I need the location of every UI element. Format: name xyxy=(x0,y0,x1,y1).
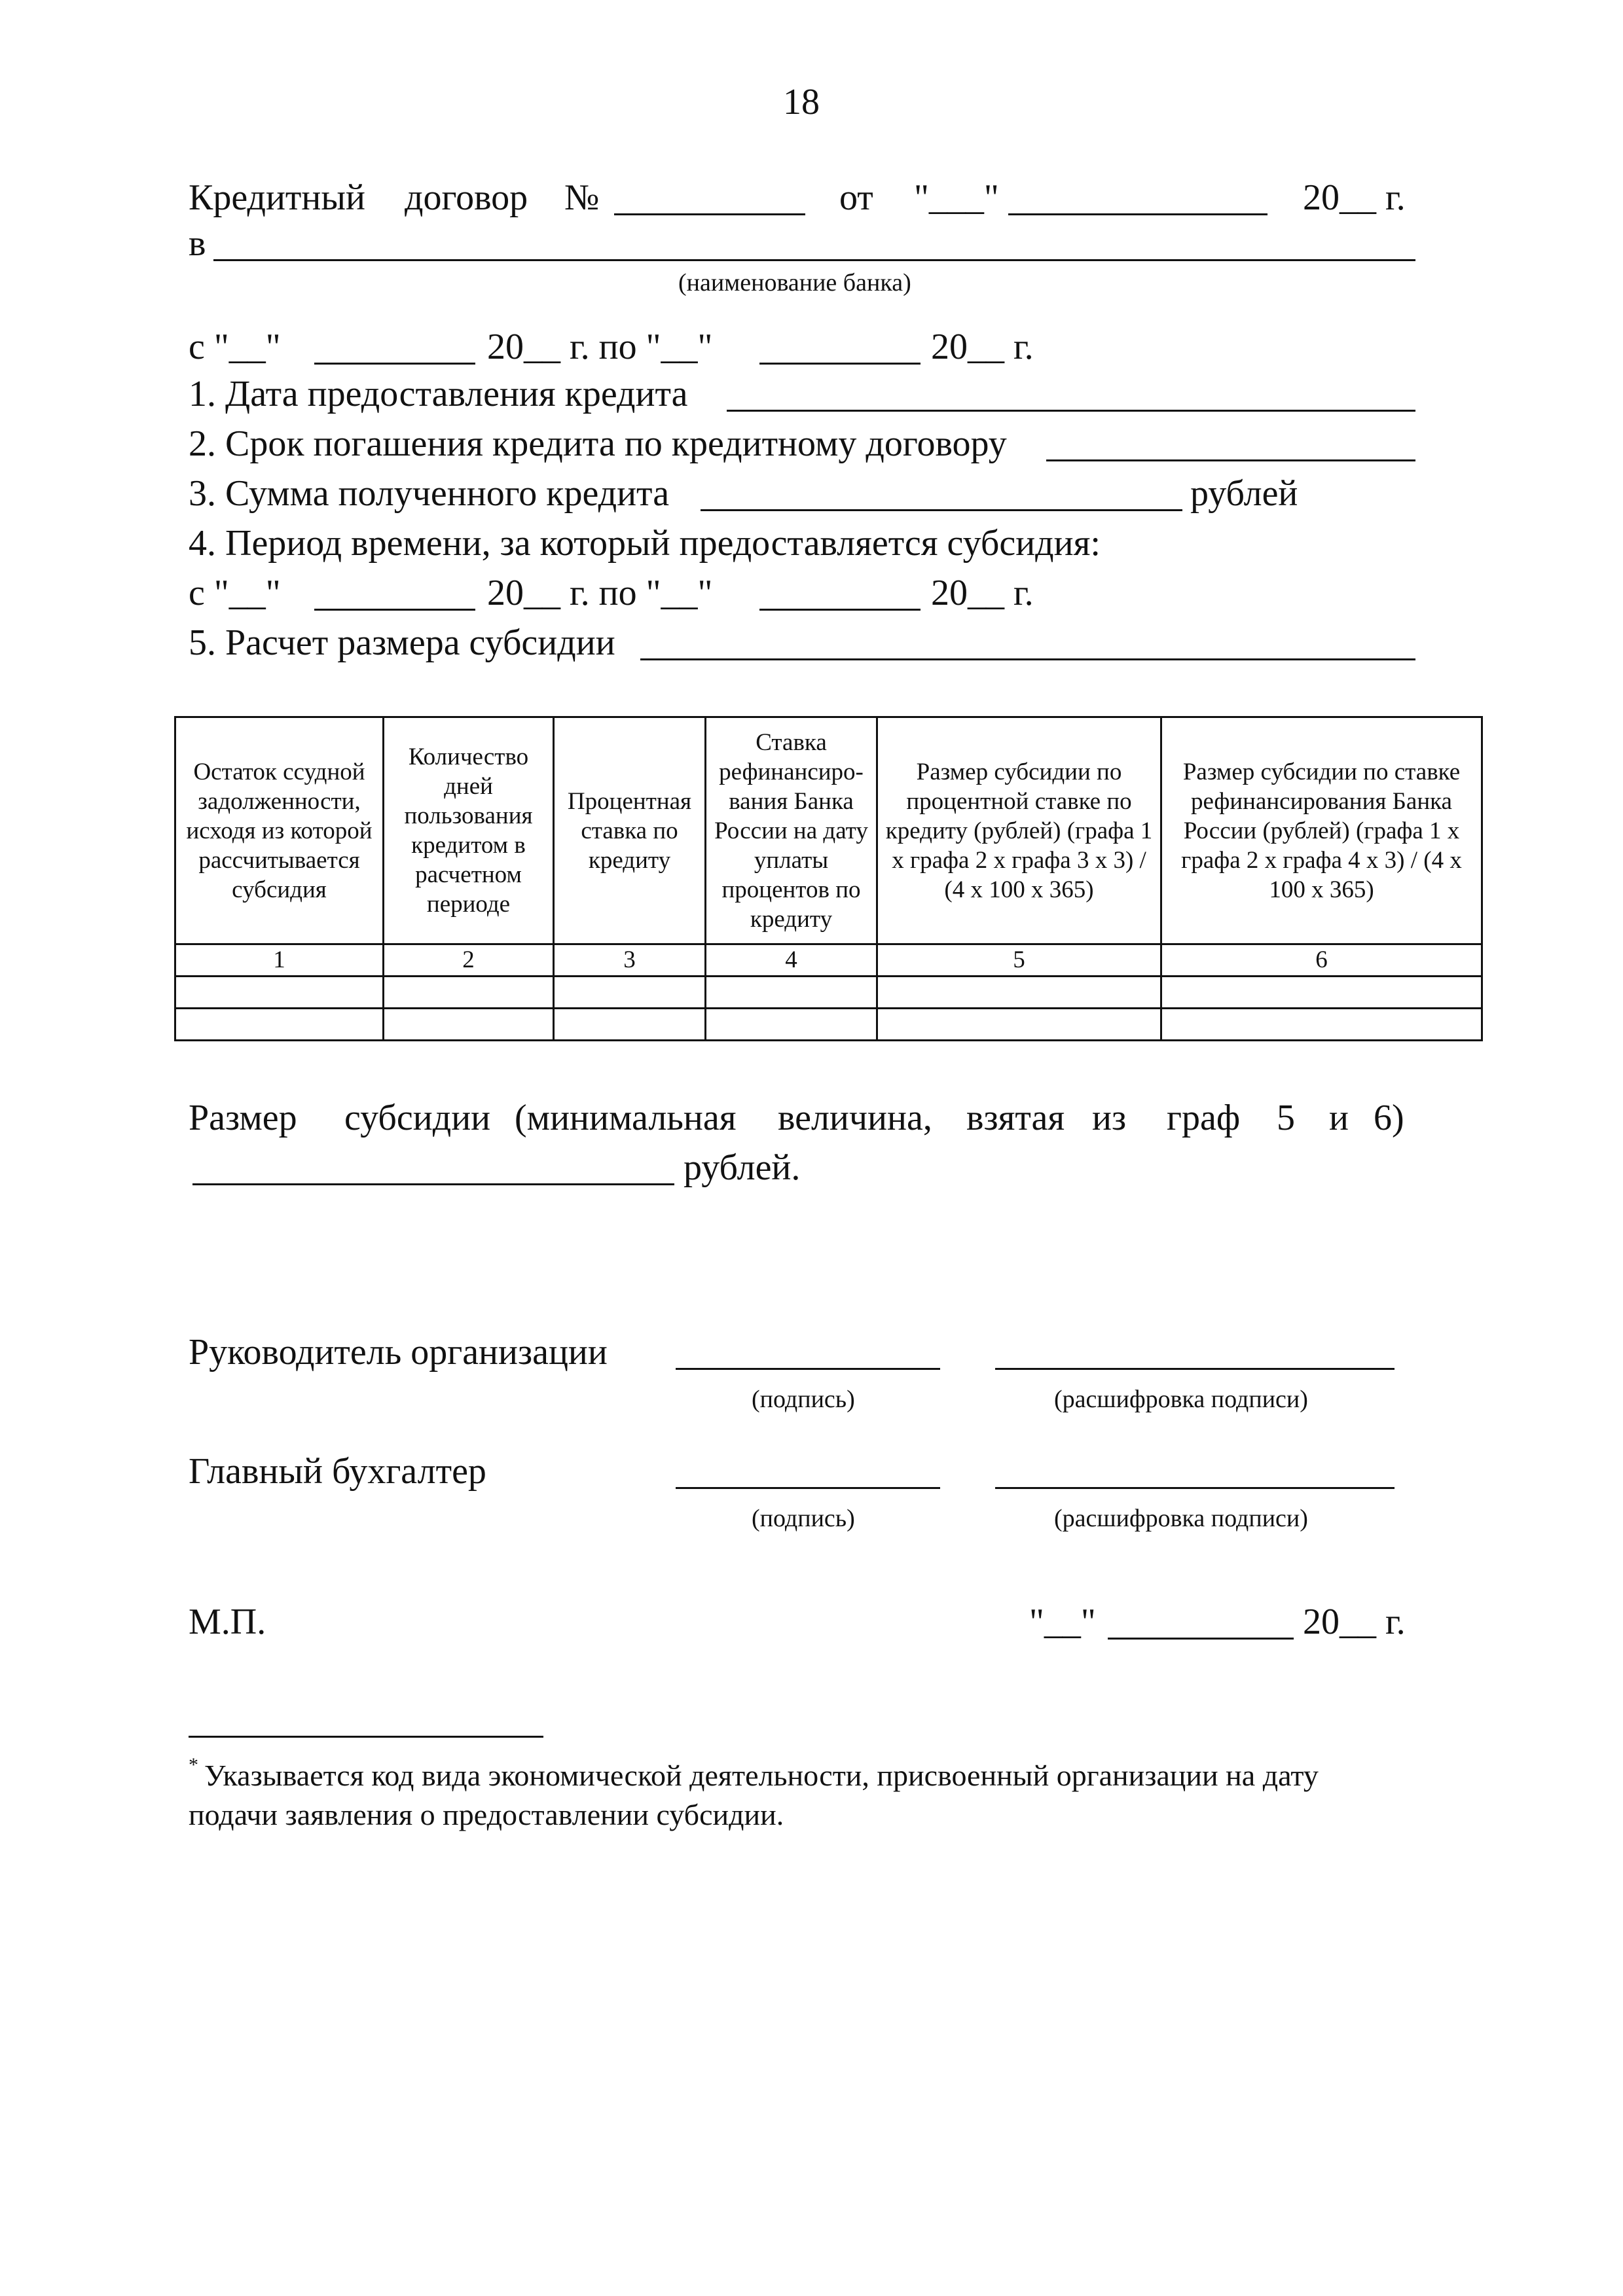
item-1-line xyxy=(727,410,1415,412)
head-signature-caption: (подпись) xyxy=(752,1386,855,1413)
item-2-line xyxy=(1046,459,1415,461)
table-column-number: 2 xyxy=(384,944,554,977)
period2-month1-line xyxy=(314,609,475,611)
period1-from: с "__" xyxy=(189,327,281,367)
page-number: 18 xyxy=(783,82,820,122)
period1-month2-line xyxy=(759,363,921,365)
table-cell[interactable] xyxy=(175,1009,384,1041)
footnote-separator xyxy=(189,1736,543,1738)
stamp-month-line xyxy=(1108,1638,1294,1640)
contract-dogovor-label: договор xyxy=(405,177,528,218)
bank-prefix: в xyxy=(189,223,206,264)
period1-year2: 20__ г. xyxy=(931,327,1034,367)
item-3-label: 3. Сумма полученного кредита xyxy=(189,473,670,514)
accountant-decode-caption: (расшифровка подписи) xyxy=(1054,1505,1308,1532)
item-5-label: 5. Расчет размера субсидии xyxy=(189,622,615,663)
table-cell[interactable] xyxy=(554,977,706,1009)
accountant-decode-line[interactable] xyxy=(995,1487,1395,1489)
table-header-cell: Процентная ставка по кредиту xyxy=(554,717,706,944)
table-column-number: 3 xyxy=(554,944,706,977)
table-row xyxy=(175,977,1482,1009)
subsidy-size-word: 5 xyxy=(1277,1098,1295,1138)
item-5-line xyxy=(640,658,1415,660)
period2-from: с "__" xyxy=(189,573,281,613)
subsidy-size-word: Размер xyxy=(189,1098,297,1138)
contract-number-line xyxy=(614,213,805,215)
subsidy-size-unit: рублей. xyxy=(684,1147,801,1188)
table-cell[interactable] xyxy=(384,1009,554,1041)
table-header-cell: Остаток ссудной задолженности, исходя из которой рассчитывается субсидия xyxy=(175,717,384,944)
contract-from-label: от xyxy=(839,177,873,218)
subsidy-size-word: граф xyxy=(1167,1098,1241,1138)
contract-year-label: 20__ г. xyxy=(1303,177,1406,218)
period1-year1: 20__ г. по "__" xyxy=(487,327,713,367)
table-column-number-row xyxy=(175,944,1482,977)
table-column-number: 4 xyxy=(706,944,877,977)
table-header-row xyxy=(175,717,1482,944)
accountant-label: Главный бухгалтер xyxy=(189,1451,486,1492)
contract-number-sign: № xyxy=(564,177,600,218)
item-3-unit: рублей xyxy=(1190,473,1298,514)
table-header-cell: Размер субсидии по процентной ставке по кредиту (рублей) (графа 1 х графа 2 х графа 3 х 3) / (4 х 100 х 365) xyxy=(877,717,1161,944)
table-cell[interactable] xyxy=(554,1009,706,1041)
item-4-label: 4. Период времени, за который предоставляется субсидия: xyxy=(189,523,1101,564)
period1-month1-line xyxy=(314,363,475,365)
head-label: Руководитель организации xyxy=(189,1332,608,1372)
table-cell[interactable] xyxy=(384,977,554,1009)
head-signature-line[interactable] xyxy=(676,1368,940,1370)
table-column-number: 5 xyxy=(877,944,1161,977)
table-header-cell: Количество дней пользования кредитом в расчетном периоде xyxy=(384,717,554,944)
head-decode-line[interactable] xyxy=(995,1368,1395,1370)
table-cell[interactable] xyxy=(1161,1009,1482,1041)
table-cell[interactable] xyxy=(1161,977,1482,1009)
subsidy-table xyxy=(174,716,1483,1041)
table-cell[interactable] xyxy=(706,977,877,1009)
subsidy-size-line xyxy=(192,1183,674,1185)
item-1-label: 1. Дата предоставления кредита xyxy=(189,374,688,414)
contract-month-line xyxy=(1008,213,1267,215)
period2-month2-line xyxy=(759,609,921,611)
footnote-line-2: подачи заявления о предоставлении субсидии. xyxy=(189,1798,784,1831)
table-column-number: 1 xyxy=(175,944,384,977)
table-row xyxy=(175,1009,1482,1041)
accountant-signature-caption: (подпись) xyxy=(752,1505,855,1532)
table-header-cell: Ставка рефинансиро-вания Банка России на дату уплаты процентов по кредиту xyxy=(706,717,877,944)
subsidy-size-word: и xyxy=(1329,1098,1349,1138)
table-column-number: 6 xyxy=(1161,944,1482,977)
subsidy-size-word: субсидии xyxy=(344,1098,491,1138)
stamp-day-quote: "__" xyxy=(1029,1602,1096,1642)
subsidy-size-word: (минимальная xyxy=(515,1098,737,1138)
contract-day-quote: "___" xyxy=(914,177,999,218)
subsidy-size-word: взятая xyxy=(966,1098,1065,1138)
subsidy-size-word: 6) xyxy=(1374,1098,1404,1138)
period2-year2: 20__ г. xyxy=(931,573,1034,613)
stamp-label: М.П. xyxy=(189,1602,266,1642)
table-header-cell: Размер субсидии по ставке рефинансирования Банка России (рублей) (графа 1 х графа 2 х графа 4 х 3) / (4 х 100 х 365) xyxy=(1161,717,1482,944)
table-cell[interactable] xyxy=(706,1009,877,1041)
accountant-signature-line[interactable] xyxy=(676,1487,940,1489)
bank-name-line xyxy=(213,259,1415,261)
subsidy-size-word: величина, xyxy=(778,1098,932,1138)
bank-caption: (наименование банка) xyxy=(678,269,911,296)
period2-year1: 20__ г. по "__" xyxy=(487,573,713,613)
contract-label: Кредитный xyxy=(189,177,365,218)
footnote-line-1: Указывается код вида экономической деятельности, присвоенный организации на дату xyxy=(204,1759,1319,1792)
stamp-year: 20__ г. xyxy=(1303,1602,1406,1642)
item-3-line xyxy=(701,509,1182,511)
subsidy-size-word: из xyxy=(1092,1098,1127,1138)
item-2-label: 2. Срок погашения кредита по кредитному договору xyxy=(189,423,1007,464)
head-decode-caption: (расшифровка подписи) xyxy=(1054,1386,1308,1413)
table-cell[interactable] xyxy=(175,977,384,1009)
table-cell[interactable] xyxy=(877,977,1161,1009)
footnote-mark: * xyxy=(189,1754,198,1776)
table-cell[interactable] xyxy=(877,1009,1161,1041)
